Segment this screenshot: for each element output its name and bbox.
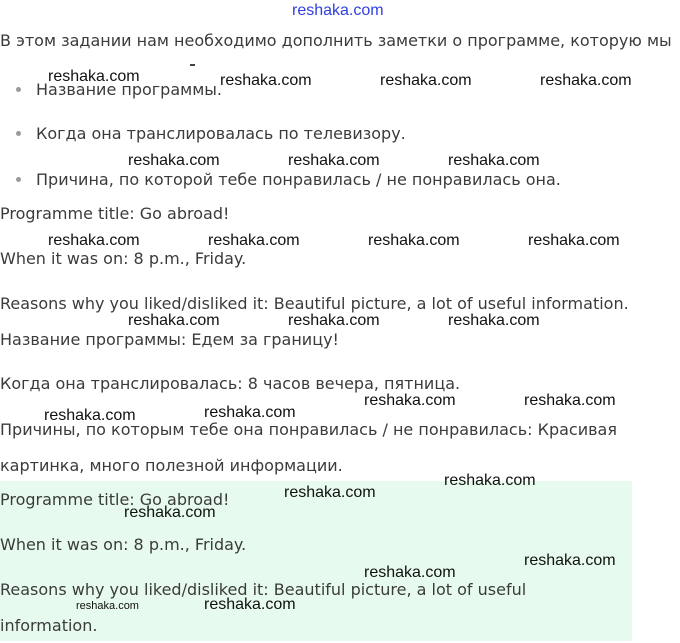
watermark: reshaka.com xyxy=(524,392,616,409)
watermark: reshaka.com xyxy=(48,68,140,85)
watermark: reshaka.com xyxy=(48,232,140,249)
watermark: reshaka.com xyxy=(128,152,220,169)
watermark: reshaka.com xyxy=(204,596,296,613)
english-title-line: Programme title: Go abroad! xyxy=(0,204,230,223)
watermark: reshaka.com xyxy=(528,232,620,249)
answer-title-line: Programme title: Go abroad! xyxy=(0,490,230,509)
watermark: reshaka.com xyxy=(288,152,380,169)
watermark: reshaka.com xyxy=(368,232,460,249)
russian-title-line: Название программы: Едем за границу! xyxy=(0,330,339,349)
watermark: reshaka.com xyxy=(444,472,536,489)
site-header-link[interactable]: reshaka.com xyxy=(292,2,384,19)
watermark: reshaka.com xyxy=(204,404,296,421)
watermark: reshaka.com xyxy=(284,484,376,501)
watermark: reshaka.com xyxy=(208,232,300,249)
bullet-text: Название программы. xyxy=(36,80,222,99)
answer-reasons-line-2: information. xyxy=(0,616,98,635)
english-reasons-line: Reasons why you liked/disliked it: Beautiful picture, a lot of useful information. xyxy=(0,294,629,313)
watermark: reshaka.com xyxy=(220,72,312,89)
watermark: reshaka.com xyxy=(380,72,472,89)
watermark: reshaka.com xyxy=(44,407,136,424)
russian-reasons-line-2: картинка, много полезной информации. xyxy=(0,456,343,475)
bullet-dot-icon xyxy=(16,131,21,136)
bullet-dot-icon xyxy=(16,87,21,92)
watermark: reshaka.com xyxy=(76,600,139,612)
watermark: reshaka.com xyxy=(524,552,616,569)
watermark: reshaka.com xyxy=(124,504,216,521)
dash-mark xyxy=(190,64,195,66)
english-when-line: When it was on: 8 p.m., Friday. xyxy=(0,249,247,268)
watermark: reshaka.com xyxy=(540,72,632,89)
answer-when-line: When it was on: 8 p.m., Friday. xyxy=(0,535,247,554)
watermark: reshaka.com xyxy=(364,564,456,581)
bullet-text: Причина, по которой тебе понравилась / не понравилась она. xyxy=(36,170,561,189)
russian-reasons-line-1: Причины, по которым тебе она понравилась / не понравилась: Красивая xyxy=(0,420,617,439)
answer-reasons-line-1: Reasons why you liked/disliked it: Beautiful picture, a lot of useful xyxy=(0,580,527,599)
watermark: reshaka.com xyxy=(448,312,540,329)
bullet-dot-icon xyxy=(16,177,21,182)
bullet-text: Когда она транслировалась по телевизору. xyxy=(36,124,406,143)
intro-text: В этом задании нам необходимо дополнить заметки о программе, которую мы xyxy=(0,31,672,50)
watermark: reshaka.com xyxy=(128,312,220,329)
watermark: reshaka.com xyxy=(288,312,380,329)
watermark: reshaka.com xyxy=(364,392,456,409)
russian-when-line: Когда она транслировалась: 8 часов вечера, пятница. xyxy=(0,374,461,393)
watermark: reshaka.com xyxy=(448,152,540,169)
